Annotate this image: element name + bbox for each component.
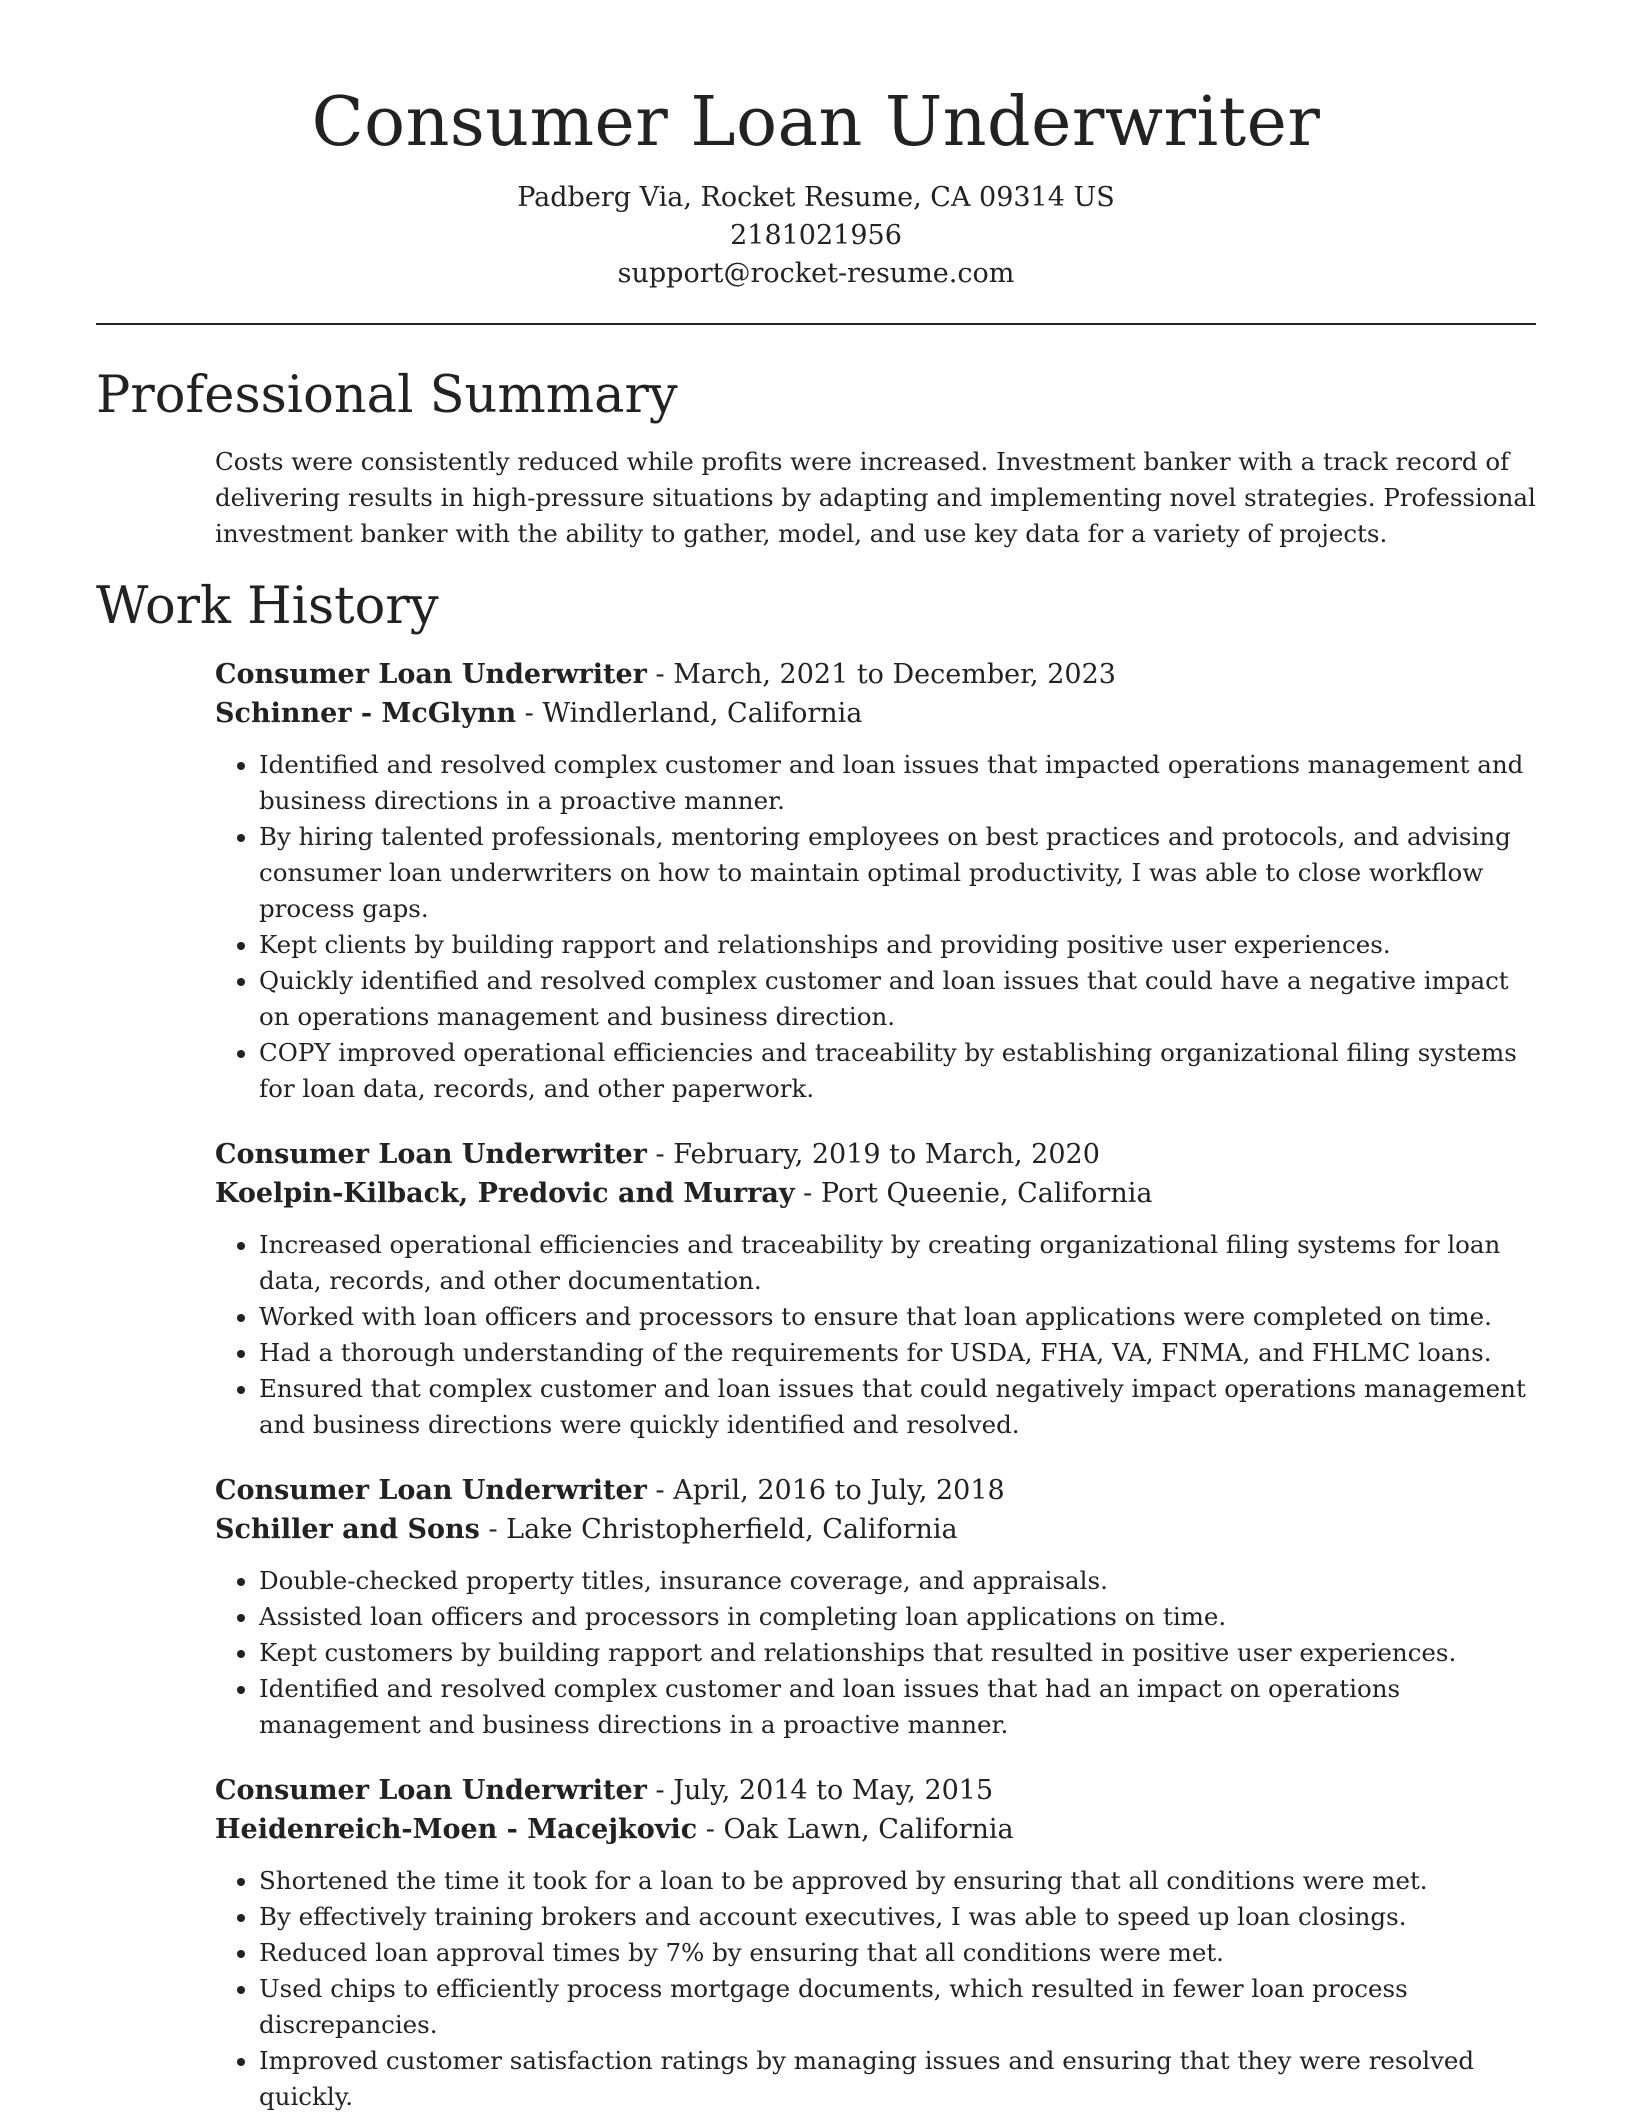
job-title: Consumer Loan Underwriter [215, 1475, 647, 1507]
job-bullet: • Had a thorough understanding of the requirements for USDA, FHA, VA, FNMA, and FHLMC loans. [259, 1335, 1536, 1371]
job-company: Schiller and Sons [215, 1514, 480, 1546]
job-title: Consumer Loan Underwriter [215, 1775, 647, 1807]
summary-text: Costs were consistently reduced while profits were increased. Investment banker with a track record of delivering results in high-pressure situations by adapting and implementing novel strategies. Professional investment banker with the ability to gather, model, and use key data for a variety of projects. [215, 446, 1536, 548]
candidate-name: Consumer Loan Underwriter [311, 83, 1321, 162]
job-bullet: • Ensured that complex customer and loan issues that could negatively impact operations management and business directions were quickly identified and resolved. [259, 1371, 1536, 1443]
job-bullet: • COPY improved operational efficiencies and traceability by establishing organizational filing systems for loan data, records, and other paperwork. [259, 1035, 1536, 1107]
resume-header [96, 0, 1536, 293]
job-bullets [215, 1563, 1536, 1743]
job-company-line [215, 1810, 1536, 1849]
job-title-line [215, 1135, 1536, 1174]
job-bullet: • Used chips to efficiently process mortgage documents, which resulted in fewer loan process discrepancies. [259, 1971, 1536, 2043]
job-location: - Windlerland, California [516, 698, 863, 730]
header-divider [96, 323, 1536, 325]
job-location: - Port Queenie, California [794, 1178, 1153, 1210]
job-location: - Lake Christopherfield, California [479, 1514, 958, 1546]
job-bullets [215, 1227, 1536, 1443]
contact-block [96, 179, 1536, 293]
job-bullet: • By hiring talented professionals, mentoring employees on best practices and protocols, and advising consumer loan underwriters on how to maintain optimal productivity, I was able to close workflow process gaps. [259, 819, 1536, 927]
job-bullet: • Quickly identified and resolved complex customer and loan issues that could have a negative impact on operations management and business direction. [259, 963, 1536, 1035]
job-bullet: • By effectively training brokers and account executives, I was able to speed up loan closings. [259, 1899, 1536, 1935]
job-bullet: • Assisted loan officers and processors in completing loan applications on time. [259, 1599, 1536, 1635]
job-bullet: • Double-checked property titles, insurance coverage, and appraisals. [259, 1563, 1536, 1599]
job-entry [215, 1771, 1536, 2115]
job-company-line [215, 1510, 1536, 1549]
job-title: Consumer Loan Underwriter [215, 659, 647, 691]
job-entry [215, 655, 1536, 1107]
contact-address: Padberg Via, Rocket Resume, CA 09314 US [517, 181, 1115, 213]
job-bullet: • Increased operational efficiencies and traceability by creating organizational filing systems for loan data, records, and other documentation. [259, 1227, 1536, 1299]
work-history-list [96, 655, 1536, 2115]
job-dates: - April, 2016 to July, 2018 [646, 1475, 1005, 1507]
job-company: Schinner - McGlynn [215, 698, 517, 730]
job-title-line [215, 1471, 1536, 1510]
job-company: Heidenreich-Moen - Macejkovic [215, 1814, 698, 1846]
job-company-line [215, 1174, 1536, 1213]
job-bullet: • Identified and resolved complex customer and loan issues that had an impact on operations management and business directions in a proactive manner. [259, 1671, 1536, 1743]
job-bullets [215, 1863, 1536, 2115]
job-bullet: • Worked with loan officers and processors to ensure that loan applications were completed on time. [259, 1299, 1536, 1335]
contact-email: support@rocket-resume.com [617, 257, 1015, 289]
job-company-line [215, 694, 1536, 733]
job-dates: - July, 2014 to May, 2015 [646, 1775, 994, 1807]
contact-phone: 2181021956 [730, 219, 902, 251]
job-dates: - March, 2021 to December, 2023 [646, 659, 1116, 691]
job-title: Consumer Loan Underwriter [215, 1139, 647, 1171]
summary-section-title: Professional Summary [96, 365, 678, 425]
job-dates: - February, 2019 to March, 2020 [646, 1139, 1100, 1171]
job-bullet: • Kept clients by building rapport and relationships and providing positive user experiences. [259, 927, 1536, 963]
job-bullet: • Kept customers by building rapport and relationships that resulted in positive user experiences. [259, 1635, 1536, 1671]
job-title-line [215, 1771, 1536, 1810]
job-bullet: • Identified and resolved complex customer and loan issues that impacted operations management and business directions in a proactive manner. [259, 747, 1536, 819]
job-bullet: • Shortened the time it took for a loan to be approved by ensuring that all conditions were met. [259, 1863, 1536, 1899]
job-bullet: • Reduced loan approval times by 7% by ensuring that all conditions were met. [259, 1935, 1536, 1971]
job-location: - Oak Lawn, California [697, 1814, 1014, 1846]
job-bullet: • Improved customer satisfaction ratings by managing issues and ensuring that they were resolved quickly. [259, 2043, 1536, 2115]
job-title-line [215, 655, 1536, 694]
job-company: Koelpin-Kilback, Predovic and Murray [215, 1178, 795, 1210]
work-section-title: Work History [96, 576, 439, 636]
job-bullets [215, 747, 1536, 1107]
job-entry [215, 1471, 1536, 1743]
job-entry [215, 1135, 1536, 1443]
